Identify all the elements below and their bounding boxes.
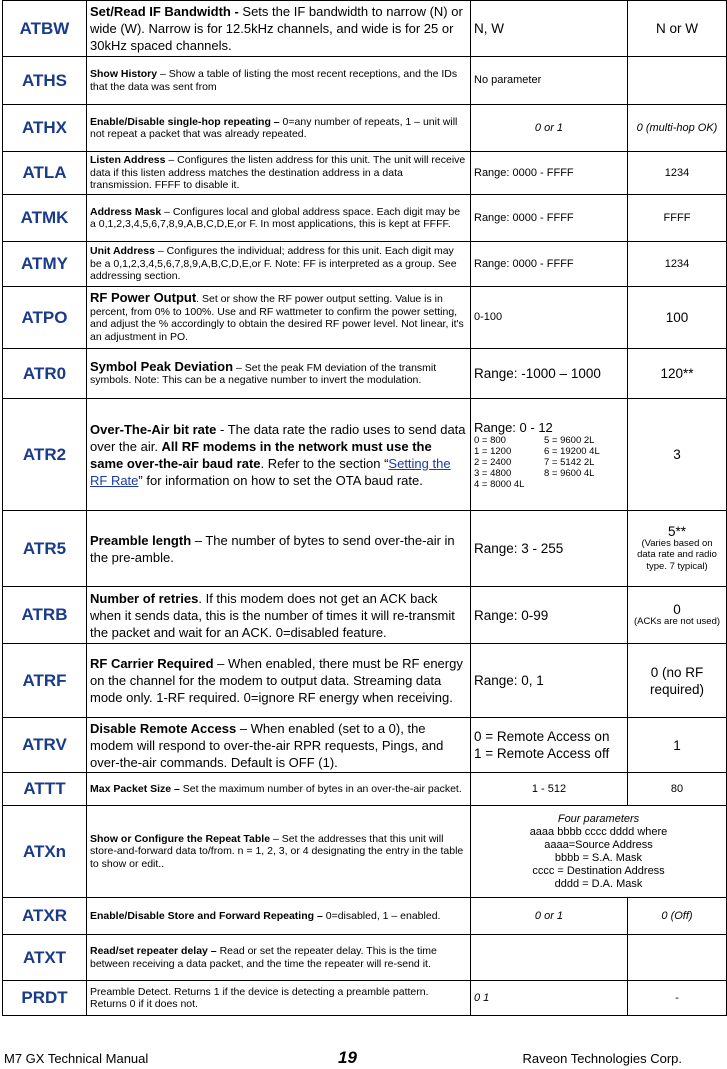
command-code: ATMY — [3, 242, 87, 287]
table-row — [3, 287, 727, 349]
table-row — [3, 399, 727, 511]
command-parameters: Range: 0, 1 — [471, 644, 628, 718]
command-description: RF Carrier Required – When enabled, there must be RF energy on the channel for the modem to output data. Streaming data mode only. 1-RF required. 0=ignore RF energy when receiving. — [87, 644, 471, 718]
command-description: Read/set repeater delay – Read or set the repeater delay. This is the time between receiving a data packet, and the time the repeater will re-send it. — [87, 935, 471, 981]
command-default: - — [628, 981, 727, 1016]
command-description: Preamble Detect. Returns 1 if the device is detecting a preamble pattern. Returns 0 if it does not. — [87, 981, 471, 1016]
command-default: 80 — [628, 773, 727, 806]
command-parameters: 0 1 — [471, 981, 628, 1016]
table-row — [3, 644, 727, 718]
command-code: ATTT — [3, 773, 87, 806]
command-code: ATBW — [3, 1, 87, 57]
table-row — [3, 57, 727, 105]
table-row — [3, 981, 727, 1016]
table-row — [3, 511, 727, 587]
command-code: ATLA — [3, 152, 87, 195]
command-code: ATHX — [3, 105, 87, 152]
command-default: 0 (no RF required) — [628, 644, 727, 718]
command-description: Preamble length – The number of bytes to send over-the-air in the pre-amble. — [87, 511, 471, 587]
command-default: N or W — [628, 1, 727, 57]
command-default: 1 — [628, 718, 727, 773]
command-code: ATXR — [3, 898, 87, 935]
command-parameters: 0 or 1 — [471, 898, 628, 935]
setting-rf-rate-link[interactable]: Setting the RF Rate — [90, 455, 451, 488]
command-parameters: Range: 0-99 — [471, 587, 628, 644]
rate-list: 0 = 800 5 = 9600 2L 1 = 1200 6 = 19200 4L 2 = 2400 7 = 5142 2L 3 = 4800 8 = 9600 4L 4 = 8000 4L — [474, 434, 600, 490]
footer-company: Raveon Technologies Corp. — [522, 1051, 682, 1066]
command-parameters: Range: 0000 - FFFF — [471, 152, 628, 195]
command-description: Address Mask – Configures local and global address space. Each digit may be a 0,1,2,3,4,5,6,7,8,9,A,B,C,D,E,or F. In most applications, this is kept at FFFF. — [87, 195, 471, 242]
command-code: ATR2 — [3, 399, 87, 511]
command-parameters: Range: 0000 - FFFF — [471, 195, 628, 242]
command-code: ATR5 — [3, 511, 87, 587]
footer-manual-title: M7 GX Technical Manual — [4, 1051, 149, 1066]
command-parameters: Range: 0000 - FFFF — [471, 242, 628, 287]
command-default: FFFF — [628, 195, 727, 242]
command-description: Enable/Disable single-hop repeating – 0=any number of repeats, 1 – unit will not repeat a packet that was already repeated. — [87, 105, 471, 152]
command-parameters — [471, 935, 628, 981]
command-parameters: 1 - 512 — [471, 773, 628, 806]
command-parameters: No parameter — [471, 57, 628, 105]
command-code: PRDT — [3, 981, 87, 1016]
command-description: Disable Remote Access – When enabled (set to a 0), the modem will respond to over-the-air RPR requests, Pings, and over-the-air commands. Default is OFF (1). — [87, 718, 471, 773]
command-code: ATXn — [3, 806, 87, 898]
table-row — [3, 806, 727, 898]
command-description: Enable/Disable Store and Forward Repeating – 0=disabled, 1 – enabled. — [87, 898, 471, 935]
command-default — [628, 935, 727, 981]
command-description: Set/Read IF Bandwidth - Sets the IF bandwidth to narrow (N) or wide (W). Narrow is for 12.5kHz channels, and wide is for 25 or 30kHz spaced channels. — [87, 1, 471, 57]
command-table — [2, 0, 727, 1016]
command-code: ATRB — [3, 587, 87, 644]
table-row — [3, 773, 727, 806]
command-parameters: Range: 3 - 255 — [471, 511, 628, 587]
table-row — [3, 105, 727, 152]
command-description: Listen Address – Configures the listen address for this unit. The unit will receive data if this listen address matches the destination address in a data transmission. FFFF to disable it. — [87, 152, 471, 195]
command-description: Show or Configure the Repeat Table – Set the addresses that this unit will store-and-forward data to/from. n = 1, 2, 3, or 4 designating the entry in the table to show or edit.. — [87, 806, 471, 898]
command-parameters: Four parameters aaaa bbbb cccc dddd where aaaa=Source Address bbbb = S.A. Mask cccc = Destination Address dddd = D.A. Mask — [471, 806, 727, 898]
command-default — [628, 57, 727, 105]
command-parameters: Range: 0 - 12 0 = 800 5 = 9600 2L 1 = 1200 6 = 19200 4L 2 = 2400 7 = 5142 2L 3 = 4800 8 = 9600 4L 4 = 8000 4L — [471, 399, 628, 511]
table-row — [3, 152, 727, 195]
table-row — [3, 898, 727, 935]
command-description: Number of retries. If this modem does not get an ACK back when it sends data, this is the number of times it will re-transmit the packet and wait for an ACK. 0=disabled feature. — [87, 587, 471, 644]
command-parameters: N, W — [471, 1, 628, 57]
command-default: 1234 — [628, 152, 727, 195]
command-code: ATXT — [3, 935, 87, 981]
command-default: 0 (multi-hop OK) — [628, 105, 727, 152]
command-description: Symbol Peak Deviation – Set the peak FM deviation of the transmit symbols. Note: This can be a negative number to invert the modulation. — [87, 349, 471, 399]
command-code: ATRV — [3, 718, 87, 773]
command-description: RF Power Output. Set or show the RF power output setting. Value is in percent, from 0% to 100%. Use and RF wattmeter to confirm the power setting, and adjust the % accordingly to obtain the desired RF power level. Not linear, it's an adjustment in PO. — [87, 287, 471, 349]
table-row — [3, 718, 727, 773]
table-row — [3, 1, 727, 57]
command-default: 100 — [628, 287, 727, 349]
table-row — [3, 195, 727, 242]
table-row — [3, 587, 727, 644]
table-row — [3, 242, 727, 287]
command-code: ATR0 — [3, 349, 87, 399]
command-parameters: 0 or 1 — [471, 105, 628, 152]
command-description: Unit Address – Configures the individual; address for this unit. Each digit may be a 0,1,2,3,4,5,6,7,8,9,A,B,C,D,E,or F. Note: FF is interpreted as a group. See addressing section. — [87, 242, 471, 287]
command-code: ATPO — [3, 287, 87, 349]
command-code: ATRF — [3, 644, 87, 718]
command-default: 120** — [628, 349, 727, 399]
command-description: Over-The-Air bit rate - The data rate the radio uses to send data over the air. All RF modems in the network must use the same over-the-air baud rate. Refer to the section “Setting the RF Rate” for information on how to set the OTA baud rate. — [87, 399, 471, 511]
command-code: ATMK — [3, 195, 87, 242]
command-default: 0 (Off) — [628, 898, 727, 935]
command-default: 5** (Varies based on data rate and radio type. 7 typical) — [628, 511, 727, 587]
page-number: 19 — [338, 1048, 357, 1067]
table-row — [3, 349, 727, 399]
command-parameters: 0 = Remote Access on 1 = Remote Access off — [471, 718, 628, 773]
table-row — [3, 935, 727, 981]
command-default: 0 (ACKs are not used) — [628, 587, 727, 644]
command-parameters: 0-100 — [471, 287, 628, 349]
command-code: ATHS — [3, 57, 87, 105]
command-default: 3 — [628, 399, 727, 511]
command-default: 1234 — [628, 242, 727, 287]
command-description: Max Packet Size – Set the maximum number of bytes in an over-the-air packet. — [87, 773, 471, 806]
command-parameters: Range: -1000 – 1000 — [471, 349, 628, 399]
command-description: Show History – Show a table of listing the most recent receptions, and the IDs that the data was sent from — [87, 57, 471, 105]
